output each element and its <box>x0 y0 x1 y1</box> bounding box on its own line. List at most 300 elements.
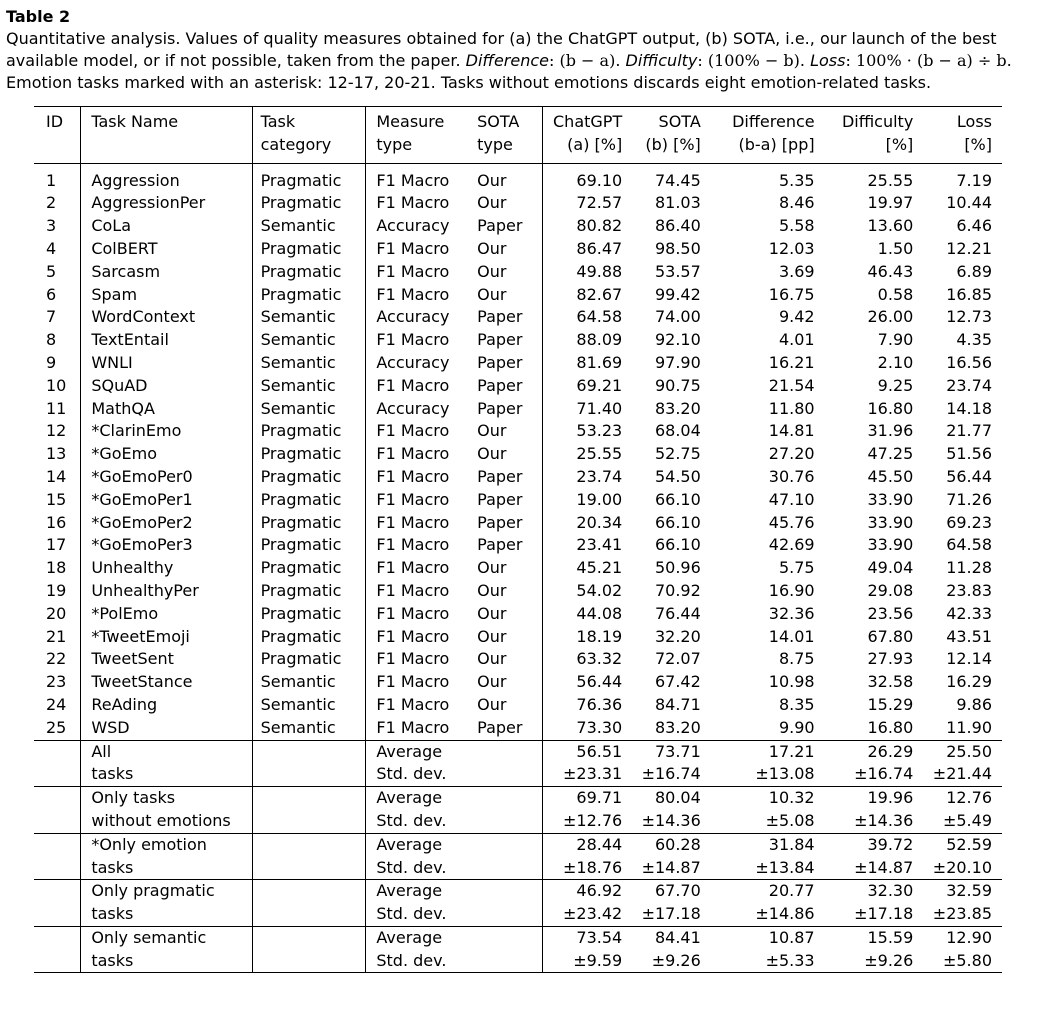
cell-sota-type: Paper <box>473 215 542 238</box>
cell-difficulty: 15.29 <box>867 694 914 714</box>
summary-chatgpt: 73.54 <box>576 927 623 947</box>
summary-name: All <box>81 740 252 763</box>
table-label: Table 2 <box>6 7 71 26</box>
cell-task-category: Pragmatic <box>252 489 366 512</box>
cell-sota: 50.96 <box>654 558 701 578</box>
table-row <box>34 626 1002 649</box>
cell-difference: 14.01 <box>768 626 815 646</box>
cell-task-name: *GoEmoPer3 <box>81 534 252 557</box>
table-row <box>34 717 1002 740</box>
summary-difference: ±13.08 <box>755 764 815 784</box>
cell-loss: 23.83 <box>946 580 992 600</box>
cell-task-name: TweetStance <box>81 671 252 694</box>
table-row <box>34 352 1002 375</box>
cell-task-category: Pragmatic <box>252 238 366 261</box>
cell-loss: 12.21 <box>946 238 992 258</box>
cell-loss: 43.51 <box>946 626 992 646</box>
table-row <box>34 580 1002 603</box>
cell-measure-type: F1 Macro <box>376 717 450 737</box>
cell-measure-type: F1 Macro <box>376 375 450 395</box>
table-row <box>34 648 1002 671</box>
cell-difference: 10.98 <box>768 672 815 692</box>
cell-chatgpt: 86.47 <box>576 238 623 258</box>
summary-measure: Average <box>376 741 443 761</box>
summary-difficulty: 15.59 <box>867 927 914 947</box>
cell-measure-type: F1 Macro <box>376 672 450 692</box>
cell-difference: 30.76 <box>768 466 815 486</box>
summary-name: without emotions <box>81 810 252 833</box>
cell-measure-type: F1 Macro <box>376 193 450 213</box>
cell-sota: 53.57 <box>654 261 701 281</box>
cell-sota: 67.42 <box>654 672 701 692</box>
cell-sota-type: Our <box>473 420 542 443</box>
cell-difference: 5.58 <box>778 216 815 236</box>
cell-difference: 9.90 <box>778 717 815 737</box>
cell-sota-type: Our <box>473 238 542 261</box>
cell-measure-type: F1 Macro <box>376 466 450 486</box>
cell-difficulty: 32.58 <box>867 672 914 692</box>
cell-task-category: Semantic <box>252 329 366 352</box>
cell-sota: 83.20 <box>654 717 701 737</box>
cell-difficulty: 16.80 <box>867 717 914 737</box>
cell-id: 15 <box>34 489 81 512</box>
table-row <box>34 557 1002 580</box>
cell-sota-type: Paper <box>473 717 542 740</box>
cell-difficulty: 33.90 <box>867 512 914 532</box>
cell-sota-type: Our <box>473 261 542 284</box>
summary-difficulty: ±9.26 <box>864 950 914 970</box>
summary-difference: ±13.84 <box>755 857 815 877</box>
cell-chatgpt: 81.69 <box>576 352 623 372</box>
summary-loss: ±20.10 <box>932 857 992 877</box>
cell-difficulty: 67.80 <box>867 626 914 646</box>
cell-sota-type: Our <box>473 694 542 717</box>
cell-measure-type: F1 Macro <box>376 284 450 304</box>
cell-task-category: Semantic <box>252 694 366 717</box>
cell-sota: 98.50 <box>654 238 701 258</box>
table-row <box>34 420 1002 443</box>
header-chatgpt-sub: (a) [%] <box>567 134 623 154</box>
cell-sota: 68.04 <box>654 421 701 441</box>
table-row <box>34 238 1002 261</box>
cell-task-category: Pragmatic <box>252 580 366 603</box>
summary-sota: ±14.87 <box>641 857 701 877</box>
cell-task-name: *GoEmo <box>81 443 252 466</box>
summary-measure: Average <box>376 834 443 854</box>
header-task-name: Task Name <box>81 107 252 134</box>
cell-task-category: Semantic <box>252 375 366 398</box>
cell-difficulty: 25.55 <box>867 170 914 190</box>
summary-emotion-tasks <box>34 833 1002 880</box>
table-row <box>34 603 1002 626</box>
cell-loss: 10.44 <box>946 193 992 213</box>
cell-difference: 16.75 <box>768 284 815 304</box>
summary-chatgpt: 46.92 <box>576 881 623 901</box>
cell-id: 8 <box>34 329 81 352</box>
summary-measure: Std. dev. <box>376 950 447 970</box>
summary-difficulty: ±17.18 <box>854 904 914 924</box>
cell-id: 17 <box>34 534 81 557</box>
cell-sota: 92.10 <box>654 330 701 350</box>
cell-task-category: Pragmatic <box>252 420 366 443</box>
summary-difficulty: 39.72 <box>867 834 914 854</box>
cell-sota: 76.44 <box>654 603 701 623</box>
cell-sota: 97.90 <box>654 352 701 372</box>
cell-difficulty: 2.10 <box>877 352 914 372</box>
table-row <box>34 163 1002 192</box>
cell-id: 18 <box>34 557 81 580</box>
cell-measure-type: F1 Macro <box>376 444 450 464</box>
difficulty-formula: : (100% − b). <box>697 51 805 70</box>
cell-difficulty: 46.43 <box>867 261 914 281</box>
summary-sota: 84.41 <box>654 927 701 947</box>
header-task-name-cont <box>81 134 252 163</box>
cell-measure-type: F1 Macro <box>376 512 450 532</box>
cell-task-category: Pragmatic <box>252 512 366 535</box>
header-difficulty-sub: [%] <box>885 134 914 154</box>
cell-sota: 66.10 <box>654 535 701 555</box>
results-table <box>34 106 1002 973</box>
cell-task-name: CoLa <box>81 215 252 238</box>
summary-loss: 12.90 <box>946 927 992 947</box>
cell-id: 19 <box>34 580 81 603</box>
cell-measure-type: F1 Macro <box>376 603 450 623</box>
cell-task-name: AggressionPer <box>81 192 252 215</box>
cell-chatgpt: 76.36 <box>576 694 623 714</box>
cell-id: 24 <box>34 694 81 717</box>
cell-sota-type: Paper <box>473 352 542 375</box>
summary-difference: ±5.33 <box>765 950 815 970</box>
cell-chatgpt: 53.23 <box>576 421 623 441</box>
cell-sota-type: Our <box>473 648 542 671</box>
summary-measure: Std. dev. <box>376 904 447 924</box>
cell-task-name: Sarcasm <box>81 261 252 284</box>
header-measure-type-sub: type <box>376 134 413 154</box>
table-row <box>34 261 1002 284</box>
cell-difference: 5.75 <box>778 558 815 578</box>
cell-sota-type: Our <box>473 443 542 466</box>
table-row <box>34 215 1002 238</box>
header-difference-sub: (b-a) [pp] <box>738 134 815 154</box>
cell-sota-type: Paper <box>473 398 542 421</box>
cell-difference: 4.01 <box>778 330 815 350</box>
cell-sota: 70.92 <box>654 580 701 600</box>
header-id: ID <box>34 107 81 134</box>
cell-sota: 72.07 <box>654 649 701 669</box>
summary-sota: 73.71 <box>654 741 701 761</box>
cell-loss: 21.77 <box>946 421 992 441</box>
cell-loss: 11.90 <box>946 717 992 737</box>
cell-chatgpt: 63.32 <box>576 649 623 669</box>
summary-loss: 12.76 <box>946 788 992 808</box>
summary-measure: Average <box>376 881 443 901</box>
cell-sota-type: Our <box>473 557 542 580</box>
summary-chatgpt: ±9.59 <box>573 950 623 970</box>
cell-task-name: TextEntail <box>81 329 252 352</box>
cell-chatgpt: 45.21 <box>576 558 623 578</box>
summary-loss: 25.50 <box>946 741 992 761</box>
cell-chatgpt: 20.34 <box>576 512 623 532</box>
summary-chatgpt: 56.51 <box>576 741 623 761</box>
cell-difference: 16.21 <box>768 352 815 372</box>
cell-task-category: Pragmatic <box>252 443 366 466</box>
cell-sota-type: Our <box>473 671 542 694</box>
summary-loss: ±23.85 <box>932 904 992 924</box>
cell-chatgpt: 69.21 <box>576 375 623 395</box>
cell-task-category: Pragmatic <box>252 466 366 489</box>
cell-difference: 12.03 <box>768 238 815 258</box>
summary-difference: 10.87 <box>768 927 815 947</box>
summary-sota: ±14.36 <box>641 810 701 830</box>
task-rows <box>34 163 1002 740</box>
cell-difficulty: 49.04 <box>867 558 914 578</box>
cell-chatgpt: 69.10 <box>576 170 623 190</box>
header-task-category-sub: category <box>252 134 366 163</box>
cell-sota-type: Our <box>473 163 542 192</box>
cell-chatgpt: 23.41 <box>576 535 623 555</box>
cell-task-name: *TweetEmoji <box>81 626 252 649</box>
summary-name: Only tasks <box>81 787 252 810</box>
summary-difference: 31.84 <box>768 834 815 854</box>
cell-difference: 32.36 <box>768 603 815 623</box>
cell-measure-type: F1 Macro <box>376 238 450 258</box>
cell-task-name: ReAding <box>81 694 252 717</box>
loss-formula: : 100% · (b − a) ÷ b. <box>845 51 1012 70</box>
cell-difficulty: 1.50 <box>877 238 914 258</box>
summary-loss: 52.59 <box>946 834 992 854</box>
cell-chatgpt: 25.55 <box>576 444 623 464</box>
summary-loss: ±5.49 <box>942 810 992 830</box>
cell-difficulty: 9.25 <box>877 375 914 395</box>
cell-id: 20 <box>34 603 81 626</box>
summary-difference: ±5.08 <box>765 810 815 830</box>
cell-task-category: Pragmatic <box>252 261 366 284</box>
summary-semantic-tasks <box>34 926 1002 973</box>
summary-chatgpt: ±18.76 <box>563 857 623 877</box>
summary-difficulty: 19.96 <box>867 788 914 808</box>
cell-sota-type: Paper <box>473 329 542 352</box>
cell-measure-type: Accuracy <box>376 352 450 372</box>
summary-measure: Std. dev. <box>376 857 447 877</box>
summary-difficulty: ±16.74 <box>854 764 914 784</box>
cell-task-category: Semantic <box>252 398 366 421</box>
summary-name: Only semantic <box>81 926 252 949</box>
cell-task-name: WordContext <box>81 306 252 329</box>
cell-loss: 7.19 <box>956 170 992 190</box>
summary-difference: 10.32 <box>768 788 815 808</box>
table-row <box>34 192 1002 215</box>
cell-task-name: UnhealthyPer <box>81 580 252 603</box>
table-row <box>34 694 1002 717</box>
summary-sota: ±16.74 <box>641 764 701 784</box>
loss-label: Loss <box>810 51 846 70</box>
cell-id: 25 <box>34 717 81 740</box>
caption-text-1: Quantitative analysis. Values of quality measures obtained for (a) the ChatGPT output, (b) SOTA, i.e., our launch of the best available model, or if not possible, taken from the paper. <box>6 29 997 70</box>
cell-sota-type: Paper <box>473 489 542 512</box>
cell-task-category: Pragmatic <box>252 192 366 215</box>
summary-difficulty: 32.30 <box>867 881 914 901</box>
cell-id: 2 <box>34 192 81 215</box>
summary-sota: 60.28 <box>654 834 701 854</box>
cell-chatgpt: 80.82 <box>576 216 623 236</box>
header-sota-type: SOTA <box>473 107 542 134</box>
cell-task-name: *PolEmo <box>81 603 252 626</box>
cell-sota: 81.03 <box>654 193 701 213</box>
cell-measure-type: F1 Macro <box>376 330 450 350</box>
header-sota-type-sub: type <box>473 134 542 163</box>
cell-loss: 69.23 <box>946 512 992 532</box>
summary-measure: Average <box>376 788 443 808</box>
summary-measure: Std. dev. <box>376 764 447 784</box>
cell-difference: 3.69 <box>778 261 815 281</box>
cell-id: 10 <box>34 375 81 398</box>
cell-difficulty: 47.25 <box>867 444 914 464</box>
cell-measure-type: F1 Macro <box>376 261 450 281</box>
cell-task-name: Aggression <box>81 163 252 192</box>
cell-task-name: Unhealthy <box>81 557 252 580</box>
cell-task-name: SQuAD <box>81 375 252 398</box>
cell-id: 11 <box>34 398 81 421</box>
cell-sota: 66.10 <box>654 489 701 509</box>
cell-difference: 16.90 <box>768 580 815 600</box>
cell-difference: 45.76 <box>768 512 815 532</box>
cell-difficulty: 26.00 <box>867 307 914 327</box>
cell-difference: 27.20 <box>768 444 815 464</box>
cell-measure-type: F1 Macro <box>376 694 450 714</box>
cell-id: 13 <box>34 443 81 466</box>
cell-difference: 8.46 <box>778 193 815 213</box>
table-caption <box>6 6 1032 94</box>
cell-sota: 32.20 <box>654 626 701 646</box>
cell-sota-type: Our <box>473 626 542 649</box>
cell-chatgpt: 44.08 <box>576 603 623 623</box>
cell-sota-type: Our <box>473 284 542 307</box>
cell-measure-type: Accuracy <box>376 216 450 236</box>
summary-difficulty: ±14.36 <box>854 810 914 830</box>
summary-difference: ±14.86 <box>755 904 815 924</box>
cell-sota: 74.00 <box>654 307 701 327</box>
cell-sota-type: Paper <box>473 375 542 398</box>
cell-difficulty: 27.93 <box>867 649 914 669</box>
cell-id: 6 <box>34 284 81 307</box>
cell-task-category: Semantic <box>252 717 366 740</box>
cell-difference: 8.75 <box>778 649 815 669</box>
cell-task-name: *GoEmoPer0 <box>81 466 252 489</box>
summary-sota: ±17.18 <box>641 904 701 924</box>
cell-loss: 16.85 <box>946 284 992 304</box>
summary-chatgpt: ±23.42 <box>563 904 623 924</box>
cell-measure-type: F1 Macro <box>376 421 450 441</box>
cell-chatgpt: 49.88 <box>576 261 623 281</box>
header-difference: Difference <box>732 112 815 131</box>
summary-chatgpt: ±23.31 <box>563 764 623 784</box>
cell-id: 21 <box>34 626 81 649</box>
summary-name: tasks <box>81 857 252 880</box>
cell-loss: 9.86 <box>956 694 992 714</box>
cell-loss: 42.33 <box>946 603 992 623</box>
table-row <box>34 284 1002 307</box>
summary-difficulty: 26.29 <box>867 741 914 761</box>
cell-sota-type: Our <box>473 192 542 215</box>
header-loss: Loss <box>956 112 992 131</box>
cell-task-name: *ClarinEmo <box>81 420 252 443</box>
cell-sota: 86.40 <box>654 216 701 236</box>
cell-id: 3 <box>34 215 81 238</box>
cell-id: 7 <box>34 306 81 329</box>
summary-name: Only pragmatic <box>81 880 252 903</box>
difference-formula: : (b − a). <box>549 51 621 70</box>
summary-all-tasks <box>34 740 1002 787</box>
header-id-cont <box>34 134 81 163</box>
cell-loss: 11.28 <box>946 558 992 578</box>
cell-task-category: Pragmatic <box>252 163 366 192</box>
cell-id: 16 <box>34 512 81 535</box>
cell-difficulty: 7.90 <box>877 330 914 350</box>
cell-chatgpt: 64.58 <box>576 307 623 327</box>
cell-difficulty: 0.58 <box>877 284 914 304</box>
cell-loss: 51.56 <box>946 444 992 464</box>
cell-sota-type: Paper <box>473 466 542 489</box>
cell-task-category: Pragmatic <box>252 603 366 626</box>
table-row <box>34 306 1002 329</box>
cell-task-name: Spam <box>81 284 252 307</box>
header-chatgpt: ChatGPT <box>553 112 623 131</box>
cell-task-name: MathQA <box>81 398 252 421</box>
summary-chatgpt: ±12.76 <box>563 810 623 830</box>
cell-difference: 47.10 <box>768 489 815 509</box>
cell-difference: 21.54 <box>768 375 815 395</box>
cell-task-name: WNLI <box>81 352 252 375</box>
cell-difficulty: 13.60 <box>867 216 914 236</box>
cell-id: 4 <box>34 238 81 261</box>
summary-sota: 80.04 <box>654 788 701 808</box>
cell-task-name: *GoEmoPer2 <box>81 512 252 535</box>
cell-chatgpt: 73.30 <box>576 717 623 737</box>
cell-sota-type: Our <box>473 603 542 626</box>
summary-name: tasks <box>81 763 252 786</box>
cell-id: 5 <box>34 261 81 284</box>
cell-loss: 16.29 <box>946 672 992 692</box>
summary-measure: Average <box>376 927 443 947</box>
summary-measure: Std. dev. <box>376 810 447 830</box>
header-task-category: Task <box>252 107 366 134</box>
cell-sota-type: Paper <box>473 534 542 557</box>
cell-id: 23 <box>34 671 81 694</box>
cell-id: 14 <box>34 466 81 489</box>
cell-difficulty: 33.90 <box>867 535 914 555</box>
cell-measure-type: Accuracy <box>376 307 450 327</box>
summary-name: tasks <box>81 950 252 973</box>
cell-id: 9 <box>34 352 81 375</box>
cell-measure-type: F1 Macro <box>376 649 450 669</box>
cell-task-category: Semantic <box>252 671 366 694</box>
cell-difficulty: 16.80 <box>867 398 914 418</box>
table-row <box>34 489 1002 512</box>
cell-loss: 64.58 <box>946 535 992 555</box>
cell-difficulty: 33.90 <box>867 489 914 509</box>
cell-id: 22 <box>34 648 81 671</box>
header-measure-type: Measure <box>376 112 445 131</box>
summary-loss: 32.59 <box>946 881 992 901</box>
cell-id: 1 <box>34 163 81 192</box>
caption-text <box>6 28 1032 94</box>
cell-measure-type: F1 Macro <box>376 170 450 190</box>
cell-chatgpt: 71.40 <box>576 398 623 418</box>
cell-chatgpt: 82.67 <box>576 284 623 304</box>
summary-difference: 20.77 <box>768 881 815 901</box>
difficulty-label: Difficulty <box>625 51 698 70</box>
cell-sota: 83.20 <box>654 398 701 418</box>
